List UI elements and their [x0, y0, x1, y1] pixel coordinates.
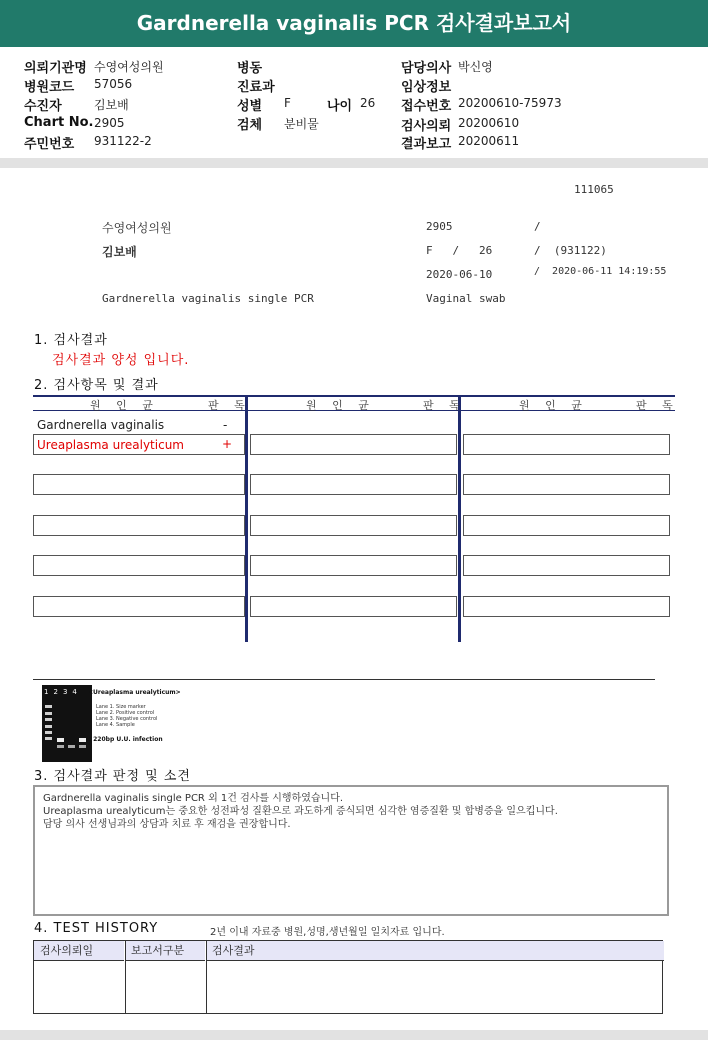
opinion-line-2: Ureaplasma urealyticum는 중요한 성전파성 질환으로 과도하게 증식되면 심각한 염증질환 및 합병증을 일으킵니다. — [43, 806, 558, 817]
result-cell — [250, 434, 457, 455]
history-col-request-date: 검사의뢰일 — [34, 941, 124, 961]
ladder-band — [45, 712, 52, 715]
result-cell — [33, 555, 245, 576]
section1-result: 검사결과 양성 입니다. — [52, 353, 190, 368]
section4-note: 2년 이내 자료중 병원,성명,생년월일 일치자료 입니다. — [210, 927, 445, 938]
col-header-judge-2: 판 독 — [423, 399, 466, 412]
label-sex: 성별 — [237, 99, 263, 114]
opinion-box — [33, 785, 669, 916]
value-specimen: 분비물 — [284, 117, 319, 131]
gel-legend-lines: Lane 1. Size marker Lane 2. Positive control Lane 3. Negative control Lane 4. Sample — [96, 704, 158, 728]
ladder-band — [45, 718, 52, 721]
history-col-report-type: 보고서구분 — [125, 941, 205, 961]
result-cell — [463, 474, 670, 495]
value-sex: F — [284, 96, 291, 110]
label-specimen: 검체 — [237, 118, 263, 133]
history-column — [34, 941, 126, 1013]
label-hospital-code: 병원코드 — [24, 80, 75, 95]
history-column — [125, 941, 207, 1013]
section2-heading: 2. 검사항목 및 결과 — [34, 378, 159, 393]
ladder-band — [45, 705, 52, 708]
sample-band — [79, 738, 86, 742]
section3-heading: 3. 검사결과 판정 및 소견 — [34, 769, 191, 784]
label-report-date: 결과보고 — [401, 137, 452, 152]
summary-slash: / — [534, 220, 541, 233]
label-receipt-no: 접수번호 — [401, 99, 452, 114]
report-title: Gardnerella vaginalis PCR 검사결과보고서 — [136, 11, 572, 35]
result-cell — [250, 515, 457, 536]
gel-top-rule — [33, 679, 655, 680]
col-header-organism-2: 원 인 균 — [306, 399, 375, 412]
ladder-band — [45, 725, 52, 728]
report-code: 111065 — [574, 183, 614, 196]
opinion-line-3: 담당 의사 선생님과의 상담과 치료 후 재검을 권장합니다. — [43, 819, 291, 830]
value-doctor: 박신영 — [458, 60, 493, 74]
history-table — [33, 940, 663, 1014]
table-divider-1 — [245, 395, 248, 642]
col-header-organism-3: 원 인 균 — [519, 399, 588, 412]
table-divider-2 — [458, 395, 461, 642]
value-requesting-org: 수영여성의원 — [94, 60, 164, 74]
result-cell — [463, 434, 670, 455]
summary-rrn: / (931122) — [534, 244, 607, 257]
ladder-band — [45, 731, 52, 734]
organism-row-1-name: Gardnerella vaginalis — [37, 418, 165, 432]
gel-legend — [86, 685, 686, 763]
label-chart-no: Chart No. — [24, 115, 94, 130]
label-requesting-org: 의뢰기관명 — [24, 61, 87, 76]
organism-row-2-judge: + — [222, 437, 233, 451]
result-cell — [250, 596, 457, 617]
label-clinical-info: 임상정보 — [401, 80, 452, 95]
history-col-result: 검사결과 — [206, 941, 664, 961]
label-age: 나이 — [327, 99, 353, 114]
label-doctor: 담당의사 — [401, 61, 452, 76]
summary-patient: 김보배 — [102, 245, 137, 259]
summary-specimen: Vaginal swab — [426, 292, 506, 305]
section1-heading: 1. 검사결과 — [34, 333, 108, 348]
summary-receive-date: 2020-06-10 — [426, 268, 493, 281]
label-request-date: 검사의뢰 — [401, 119, 452, 134]
value-receipt-no: 20200610-75973 — [458, 96, 562, 110]
primer-band — [57, 745, 64, 748]
gel-lane-numbers: 1234 — [44, 688, 82, 696]
value-patient: 김보배 — [94, 98, 129, 112]
summary-test-name: Gardnerella vaginalis single PCR — [102, 292, 314, 305]
summary-report-datetime: / 2020-06-11 14:19:55 — [534, 266, 667, 277]
result-cell — [463, 596, 670, 617]
positive-band — [57, 738, 64, 742]
result-cell — [463, 515, 670, 536]
primer-band — [68, 745, 75, 748]
value-report-date: 20200611 — [458, 134, 520, 148]
gel-electrophoresis-image — [42, 685, 92, 762]
label-rrn: 주민번호 — [24, 137, 75, 152]
section4-heading: 4. TEST HISTORY — [34, 921, 159, 936]
summary-chart-no: 2905 — [426, 220, 453, 233]
label-ward: 병동 — [237, 61, 263, 76]
value-request-date: 20200610 — [458, 116, 520, 130]
col-header-judge-1: 판 독 — [208, 399, 251, 412]
footer-strip — [0, 1030, 708, 1040]
opinion-line-1: Gardnerella vaginalis single PCR 외 1건 검사를 시행하였습니다. — [43, 793, 344, 804]
ladder-band — [45, 737, 52, 740]
value-age: 26 — [360, 96, 376, 110]
value-hospital-code: 57056 — [94, 77, 133, 91]
result-cell — [463, 555, 670, 576]
result-cell — [250, 555, 457, 576]
summary-clinic: 수영여성의원 — [102, 221, 172, 235]
result-cell — [250, 474, 457, 495]
result-cell — [33, 515, 245, 536]
label-department: 진료과 — [237, 80, 275, 95]
primer-band — [79, 745, 86, 748]
col-header-judge-3: 판 독 — [636, 399, 679, 412]
organism-row-1-judge: - — [223, 418, 228, 432]
header-divider — [0, 158, 708, 168]
result-cell — [33, 596, 245, 617]
gel-title: <Ureaplasma urealyticum> — [88, 689, 181, 696]
gel-band-label: ← 220bp U.U. infection — [86, 736, 163, 743]
value-chart-no: 2905 — [94, 116, 125, 130]
value-rrn: 931122-2 — [94, 134, 152, 148]
result-cell — [33, 474, 245, 495]
organism-row-2-name: Ureaplasma urealyticum — [37, 438, 184, 452]
col-header-organism-1: 원 인 균 — [90, 399, 159, 412]
summary-sex-age: F / 26 — [426, 244, 493, 257]
label-patient: 수진자 — [24, 99, 62, 114]
